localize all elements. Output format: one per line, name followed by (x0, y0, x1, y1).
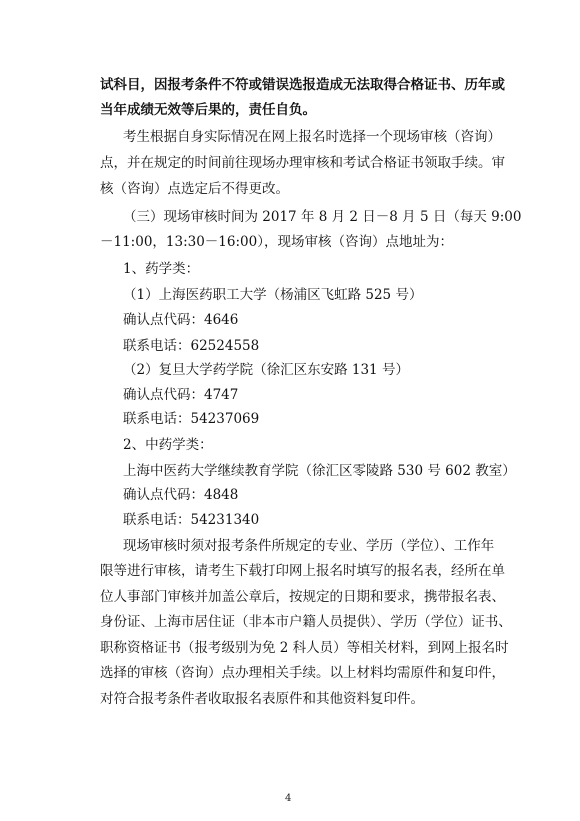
text-line: （1）上海医药职工大学（杨浦区飞虹路 525 号） (123, 287, 423, 303)
text-line: 限等进行审核，请考生下载打印网上报名时填写的报名表，经所在单 (100, 563, 505, 579)
text-line: 1、药学类： (123, 261, 200, 277)
text-line: （2）复旦大学药学院（徐汇区东安路 131 号） (123, 362, 409, 378)
text-line: 确认点代码：4646 (123, 312, 239, 328)
text-line: 联系电话：54237069 (123, 411, 260, 427)
text-line: 试科目，因报考条件不符或错误选报造成无法取得合格证书、历年或 (100, 77, 505, 93)
text-line: 现场审核时须对报考条件所规定的专业、学历（学位）、工作年 (123, 538, 495, 554)
text-line: 联系电话：54231340 (123, 512, 260, 528)
text-line: 职称资格证书（报考级别为免 2 科人员）等相关材料，到网上报名时 (100, 640, 509, 656)
text-line: 当年成绩无效等后果的，责任自负。 (100, 102, 316, 118)
text-line: 选择的审核（咨询）点办理相关手续。以上材料均需原件和复印件， (100, 665, 505, 681)
text-line: 身份证、上海市居住证（非本市户籍人员提供）、学历（学位）证书、 (100, 614, 512, 630)
text-line: （三）现场审核时间为 2017 年 8 月 2 日－8 月 5 日（每天 9:00 (123, 209, 522, 225)
text-line: －11:00，13:30－16:00），现场审核（咨询）点地址为： (100, 234, 453, 250)
text-line: 2、中药学类： (123, 437, 213, 453)
text-line: 确认点代码：4747 (123, 387, 239, 403)
text-line: 联系电话：62524558 (123, 338, 260, 354)
text-line: 点，并在规定的时间前往现场办理审核和考试合格证书领取手续。审 (100, 155, 505, 171)
text-line: 对符合报考条件者收取报名表原件和其他资料复印件。 (100, 691, 424, 707)
text-line: 上海中医药大学继续教育学院（徐汇区零陵路 530 号 602 教室） (123, 463, 516, 479)
text-line: 核（咨询）点选定后不得更改。 (100, 181, 289, 197)
text-line: 位人事部门审核并加盖公章后，按规定的日期和要求，携带报名表、 (100, 589, 505, 605)
text-line: 考生根据自身实际情况在网上报名时选择一个现场审核（咨询） (123, 129, 501, 145)
page-number: 4 (285, 793, 292, 804)
text-line: 确认点代码：4848 (123, 487, 239, 503)
